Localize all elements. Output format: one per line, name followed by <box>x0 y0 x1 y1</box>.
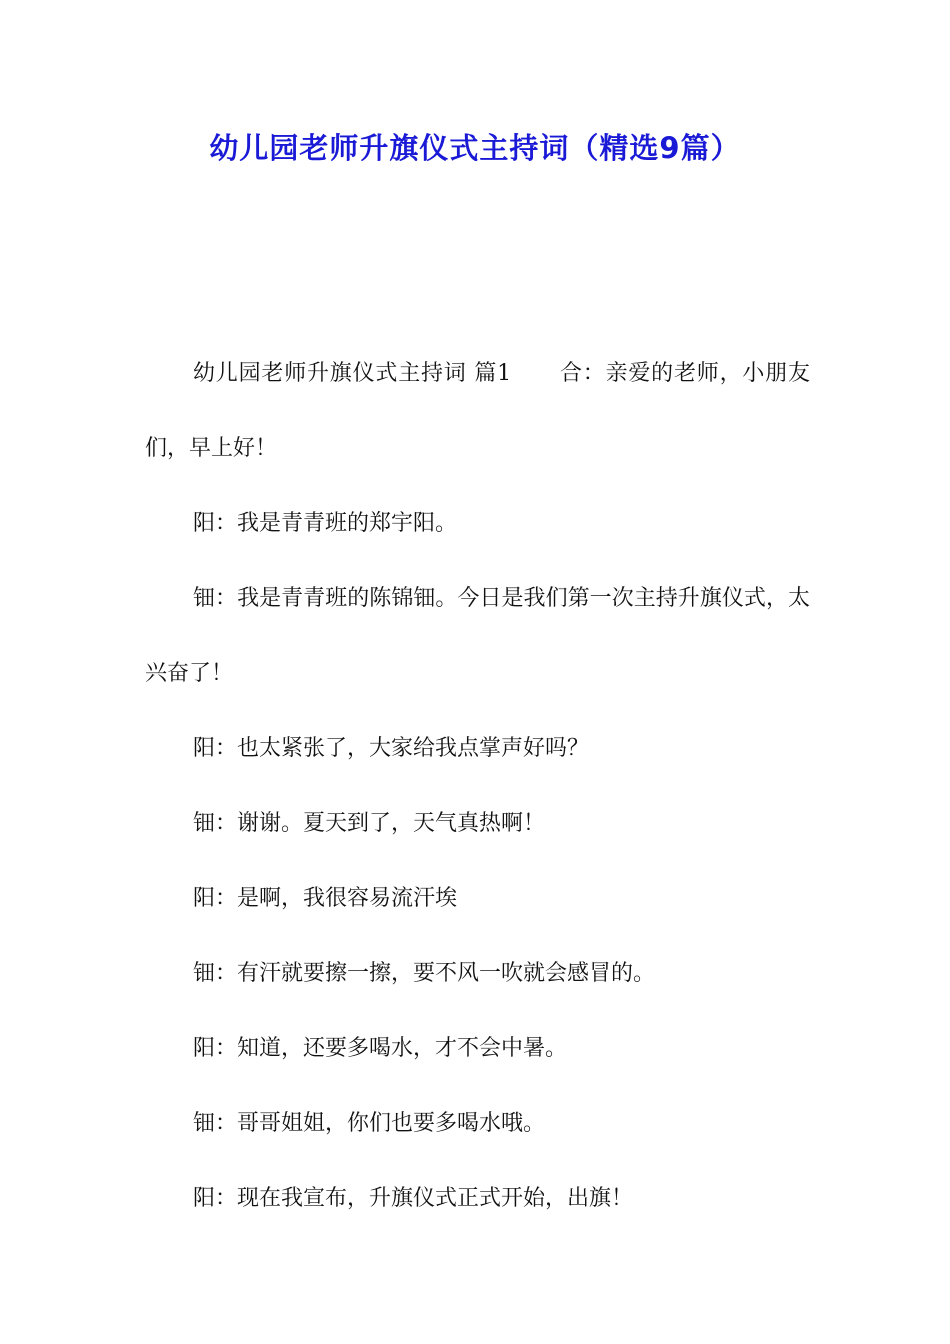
document-title: 幼儿园老师升旗仪式主持词（精选9篇） <box>209 131 741 165</box>
paragraph: 钿：谢谢。夏天到了，天气真热啊！ <box>193 811 546 836</box>
intro-line: 合：亲爱的老师，小朋友们，早上好！ <box>145 361 810 461</box>
paragraph: 阳：现在我宣布，升旗仪式正式开始，出旗！ <box>193 1186 634 1211</box>
paragraph: 阳：也太紧张了，大家给我点掌声好吗？ <box>193 736 590 761</box>
paragraph: 阳：是啊，我很容易流汗埃 <box>193 886 458 911</box>
section-heading: 幼儿园老师升旗仪式主持词 篇1 <box>193 361 512 386</box>
paragraph: 钿：哥哥姐姐，你们也要多喝水哦。 <box>193 1111 546 1136</box>
paragraph: 钿：有汗就要擦一擦，要不风一吹就会感冒的。 <box>193 961 656 986</box>
document-body <box>145 336 810 1236</box>
paragraph: 阳：知道，还要多喝水，才不会中暑。 <box>193 1036 568 1061</box>
paragraph: 钿：我是青青班的陈锦钿。今日是我们第一次主持升旗仪式，太兴奋了！ <box>145 586 810 686</box>
paragraph: 阳：我是青青班的郑宇阳。 <box>193 511 458 536</box>
intro-paragraph <box>145 336 810 486</box>
